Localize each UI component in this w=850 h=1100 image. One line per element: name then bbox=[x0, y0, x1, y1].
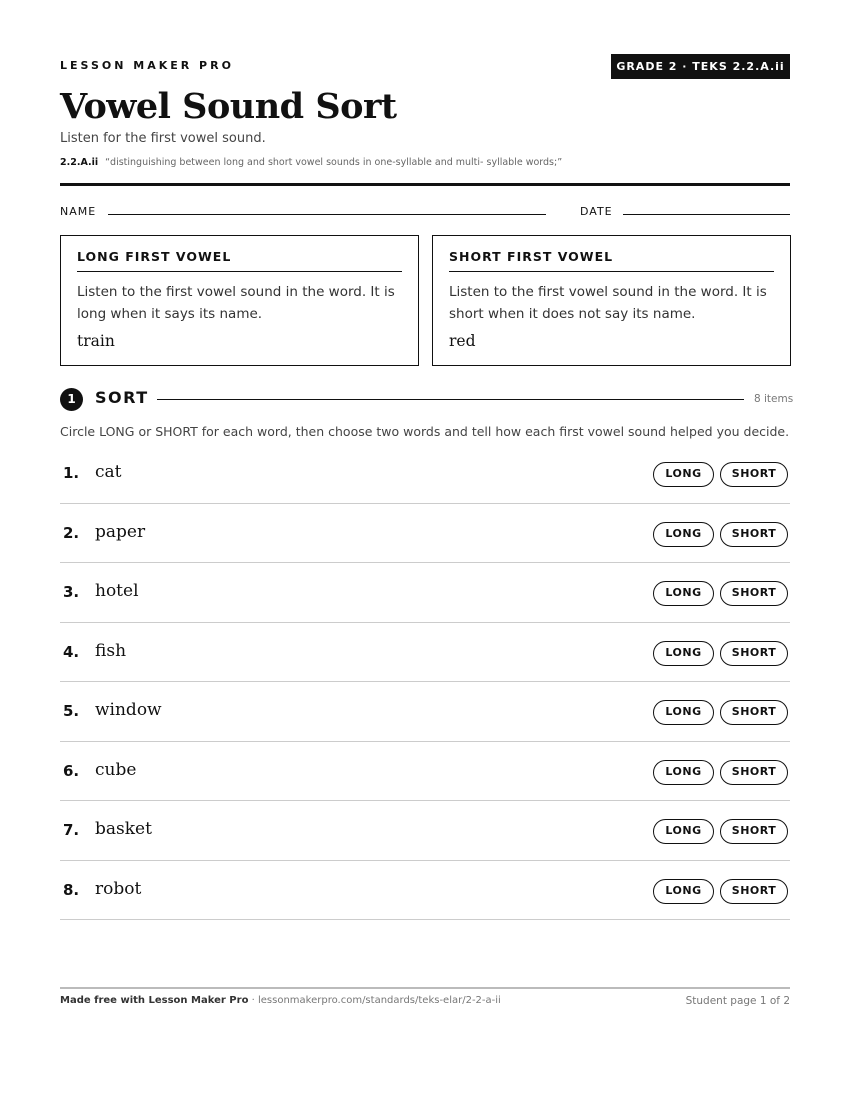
footer-credit bbox=[60, 995, 501, 1006]
name-label: NAME bbox=[60, 205, 97, 218]
list-item bbox=[60, 504, 790, 564]
standard-reference bbox=[60, 157, 562, 168]
standard-code: 2.2.A.ii bbox=[60, 157, 99, 168]
item-number: 7. bbox=[63, 821, 80, 839]
long-option-button[interactable]: LONG bbox=[653, 760, 714, 785]
long-vowel-card bbox=[60, 235, 419, 366]
item-word: cat bbox=[95, 462, 122, 482]
item-number: 3. bbox=[63, 583, 80, 601]
item-word: cube bbox=[95, 759, 137, 780]
item-word: basket bbox=[95, 819, 152, 839]
list-item bbox=[60, 861, 790, 921]
header-divider bbox=[60, 183, 790, 186]
card-description: Listen to the first vowel sound in the word. It is short when it does not say its name. bbox=[449, 284, 767, 322]
list-item bbox=[60, 623, 790, 683]
long-option-button[interactable]: LONG bbox=[653, 581, 714, 606]
short-option-button[interactable]: SHORT bbox=[720, 760, 788, 785]
item-number: 6. bbox=[63, 761, 80, 780]
item-word: hotel bbox=[95, 581, 139, 601]
item-number: 5. bbox=[63, 702, 80, 720]
short-option-button[interactable]: SHORT bbox=[720, 581, 788, 606]
section-divider bbox=[157, 399, 744, 400]
short-option-button[interactable]: SHORT bbox=[720, 641, 788, 666]
item-number: 8. bbox=[63, 880, 80, 899]
list-item bbox=[60, 742, 790, 802]
footer-divider bbox=[60, 987, 790, 989]
item-word: paper bbox=[95, 521, 146, 542]
list-item bbox=[60, 563, 790, 623]
section-title: SORT bbox=[95, 388, 149, 407]
name-line[interactable] bbox=[108, 214, 546, 215]
short-option-button[interactable]: SHORT bbox=[720, 522, 788, 547]
section-number-badge: 1 bbox=[60, 388, 83, 411]
brand-name: LESSON MAKER PRO bbox=[60, 59, 234, 72]
section-instructions: Circle LONG or SHORT for each word, then choose two words and tell how each first vowel sound helped you decide. bbox=[60, 424, 790, 439]
long-option-button[interactable]: LONG bbox=[653, 819, 714, 844]
page-subtitle: Listen for the first vowel sound. bbox=[60, 131, 266, 146]
item-number: 4. bbox=[63, 642, 80, 661]
item-number: 1. bbox=[63, 464, 80, 482]
short-vowel-card bbox=[432, 235, 791, 366]
short-option-button[interactable]: SHORT bbox=[720, 700, 788, 725]
item-count: 8 items bbox=[754, 393, 794, 405]
grade-badge: GRADE 2 · TEKS 2.2.A.ii bbox=[611, 54, 790, 79]
list-item bbox=[60, 801, 790, 861]
item-list bbox=[60, 444, 790, 920]
card-heading: SHORT FIRST VOWEL bbox=[449, 249, 774, 272]
list-item bbox=[60, 682, 790, 742]
footer-url[interactable]: · lessonmakerpro.com/standards/teks-elar/2-2-a-ii bbox=[248, 995, 501, 1006]
footer-made-with: Made free with Lesson Maker Pro bbox=[60, 995, 249, 1006]
standard-text: “distinguishing between long and short vowel sounds in one-syllable and multi- syllable words;” bbox=[105, 157, 563, 168]
card-heading: LONG FIRST VOWEL bbox=[77, 249, 402, 272]
long-option-button[interactable]: LONG bbox=[653, 462, 714, 487]
short-option-button[interactable]: SHORT bbox=[720, 462, 788, 487]
list-item bbox=[60, 444, 790, 504]
long-option-button[interactable]: LONG bbox=[653, 522, 714, 547]
item-word: robot bbox=[95, 878, 142, 899]
card-description: Listen to the first vowel sound in the word. It is long when it says its name. bbox=[77, 284, 395, 322]
date-line[interactable] bbox=[623, 214, 790, 215]
date-label: DATE bbox=[580, 205, 613, 218]
short-option-button[interactable]: SHORT bbox=[720, 879, 788, 904]
long-option-button[interactable]: LONG bbox=[653, 641, 714, 666]
page-title: Vowel Sound Sort bbox=[60, 86, 397, 127]
short-option-button[interactable]: SHORT bbox=[720, 819, 788, 844]
card-example: train bbox=[77, 332, 115, 350]
footer-page-number: Student page 1 of 2 bbox=[685, 995, 790, 1007]
card-example: red bbox=[449, 332, 476, 350]
item-word: window bbox=[95, 700, 162, 720]
item-number: 2. bbox=[63, 523, 80, 542]
long-option-button[interactable]: LONG bbox=[653, 879, 714, 904]
long-option-button[interactable]: LONG bbox=[653, 700, 714, 725]
item-word: fish bbox=[95, 640, 127, 661]
